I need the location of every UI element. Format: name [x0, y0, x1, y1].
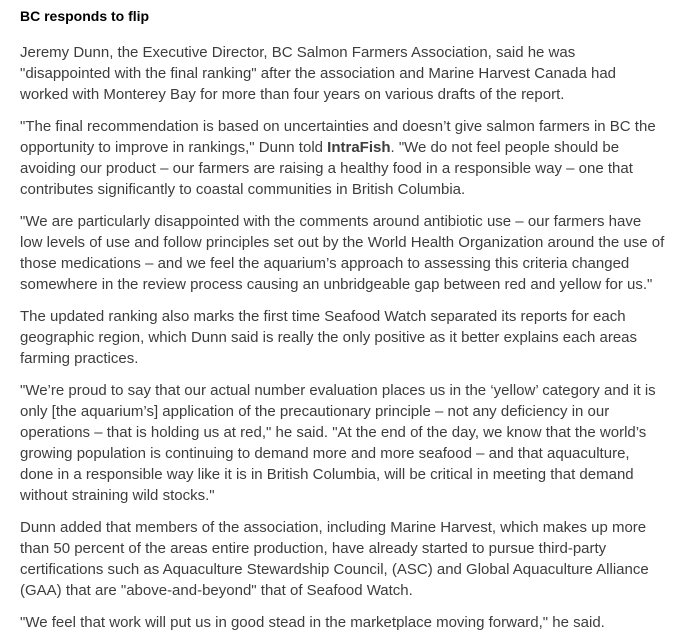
paragraph — [20, 612, 665, 633]
text-run: "We are particularly disappointed with the comments around antibiotic use – our farmers have low levels of use and follow principles set out by the World Health Organization around the use of those medications – and we feel the aquarium’s approach to assessing this criteria changed somewhere in the review process causing an unbridgeable gap between red and yellow for us." — [20, 213, 665, 293]
text-run: . "We do not feel people should be avoiding our product – our farmers are raising a healthy food in a responsible way – one that contributes significantly to coastal communities in British Columbia. — [20, 139, 633, 198]
article-body — [20, 42, 665, 633]
text-run: "We feel that work will put us in good stead in the marketplace moving forward," he said. — [20, 614, 605, 631]
paragraph — [20, 517, 665, 601]
text-run: Dunn added that members of the association, including Marine Harvest, which makes up more than 50 percent of the areas entire production, have already started to pursue third-party certifications such as Aquaculture Stewardship Council, (ASC) and Global Aquaculture Alliance (GAA) that are "above-and-beyond" that of Seafood Watch. — [20, 519, 649, 599]
paragraph — [20, 211, 665, 295]
text-run: "The final recommendation is based on uncertainties and doesn’t give salmon farmers in BC the opportunity to improve in rankings," Dunn told — [20, 118, 656, 156]
paragraph — [20, 116, 665, 200]
paragraph — [20, 306, 665, 369]
text-run: Jeremy Dunn, the Executive Director, BC Salmon Farmers Association, said he was "disappointed with the final ranking" after the association and Marine Harvest Canada had worked with Monterey Bay for more than four years on various drafts of the report. — [20, 44, 617, 103]
text-run: The updated ranking also marks the first time Seafood Watch separated its reports for each geographic region, which Dunn said is really the only positive as it better explains each areas farming practices. — [20, 308, 638, 367]
text-run: "We’re proud to say that our actual number evaluation places us in the ‘yellow’ category and it is only [the aquarium’s] application of the precautionary principle – not any deficiency in our operations – that is holding us at red," he said. "At the end of the day, we know that the world’s growing population is continuing to demand more and more seafood – and that aquaculture, done in a responsible way like it is in British Columbia, will be critical in meeting that demand without straining wild stocks." — [20, 382, 656, 504]
paragraph — [20, 380, 665, 506]
article-heading: BC responds to flip — [20, 8, 150, 24]
bold-text-run: IntraFish — [327, 139, 391, 156]
paragraph — [20, 42, 665, 105]
